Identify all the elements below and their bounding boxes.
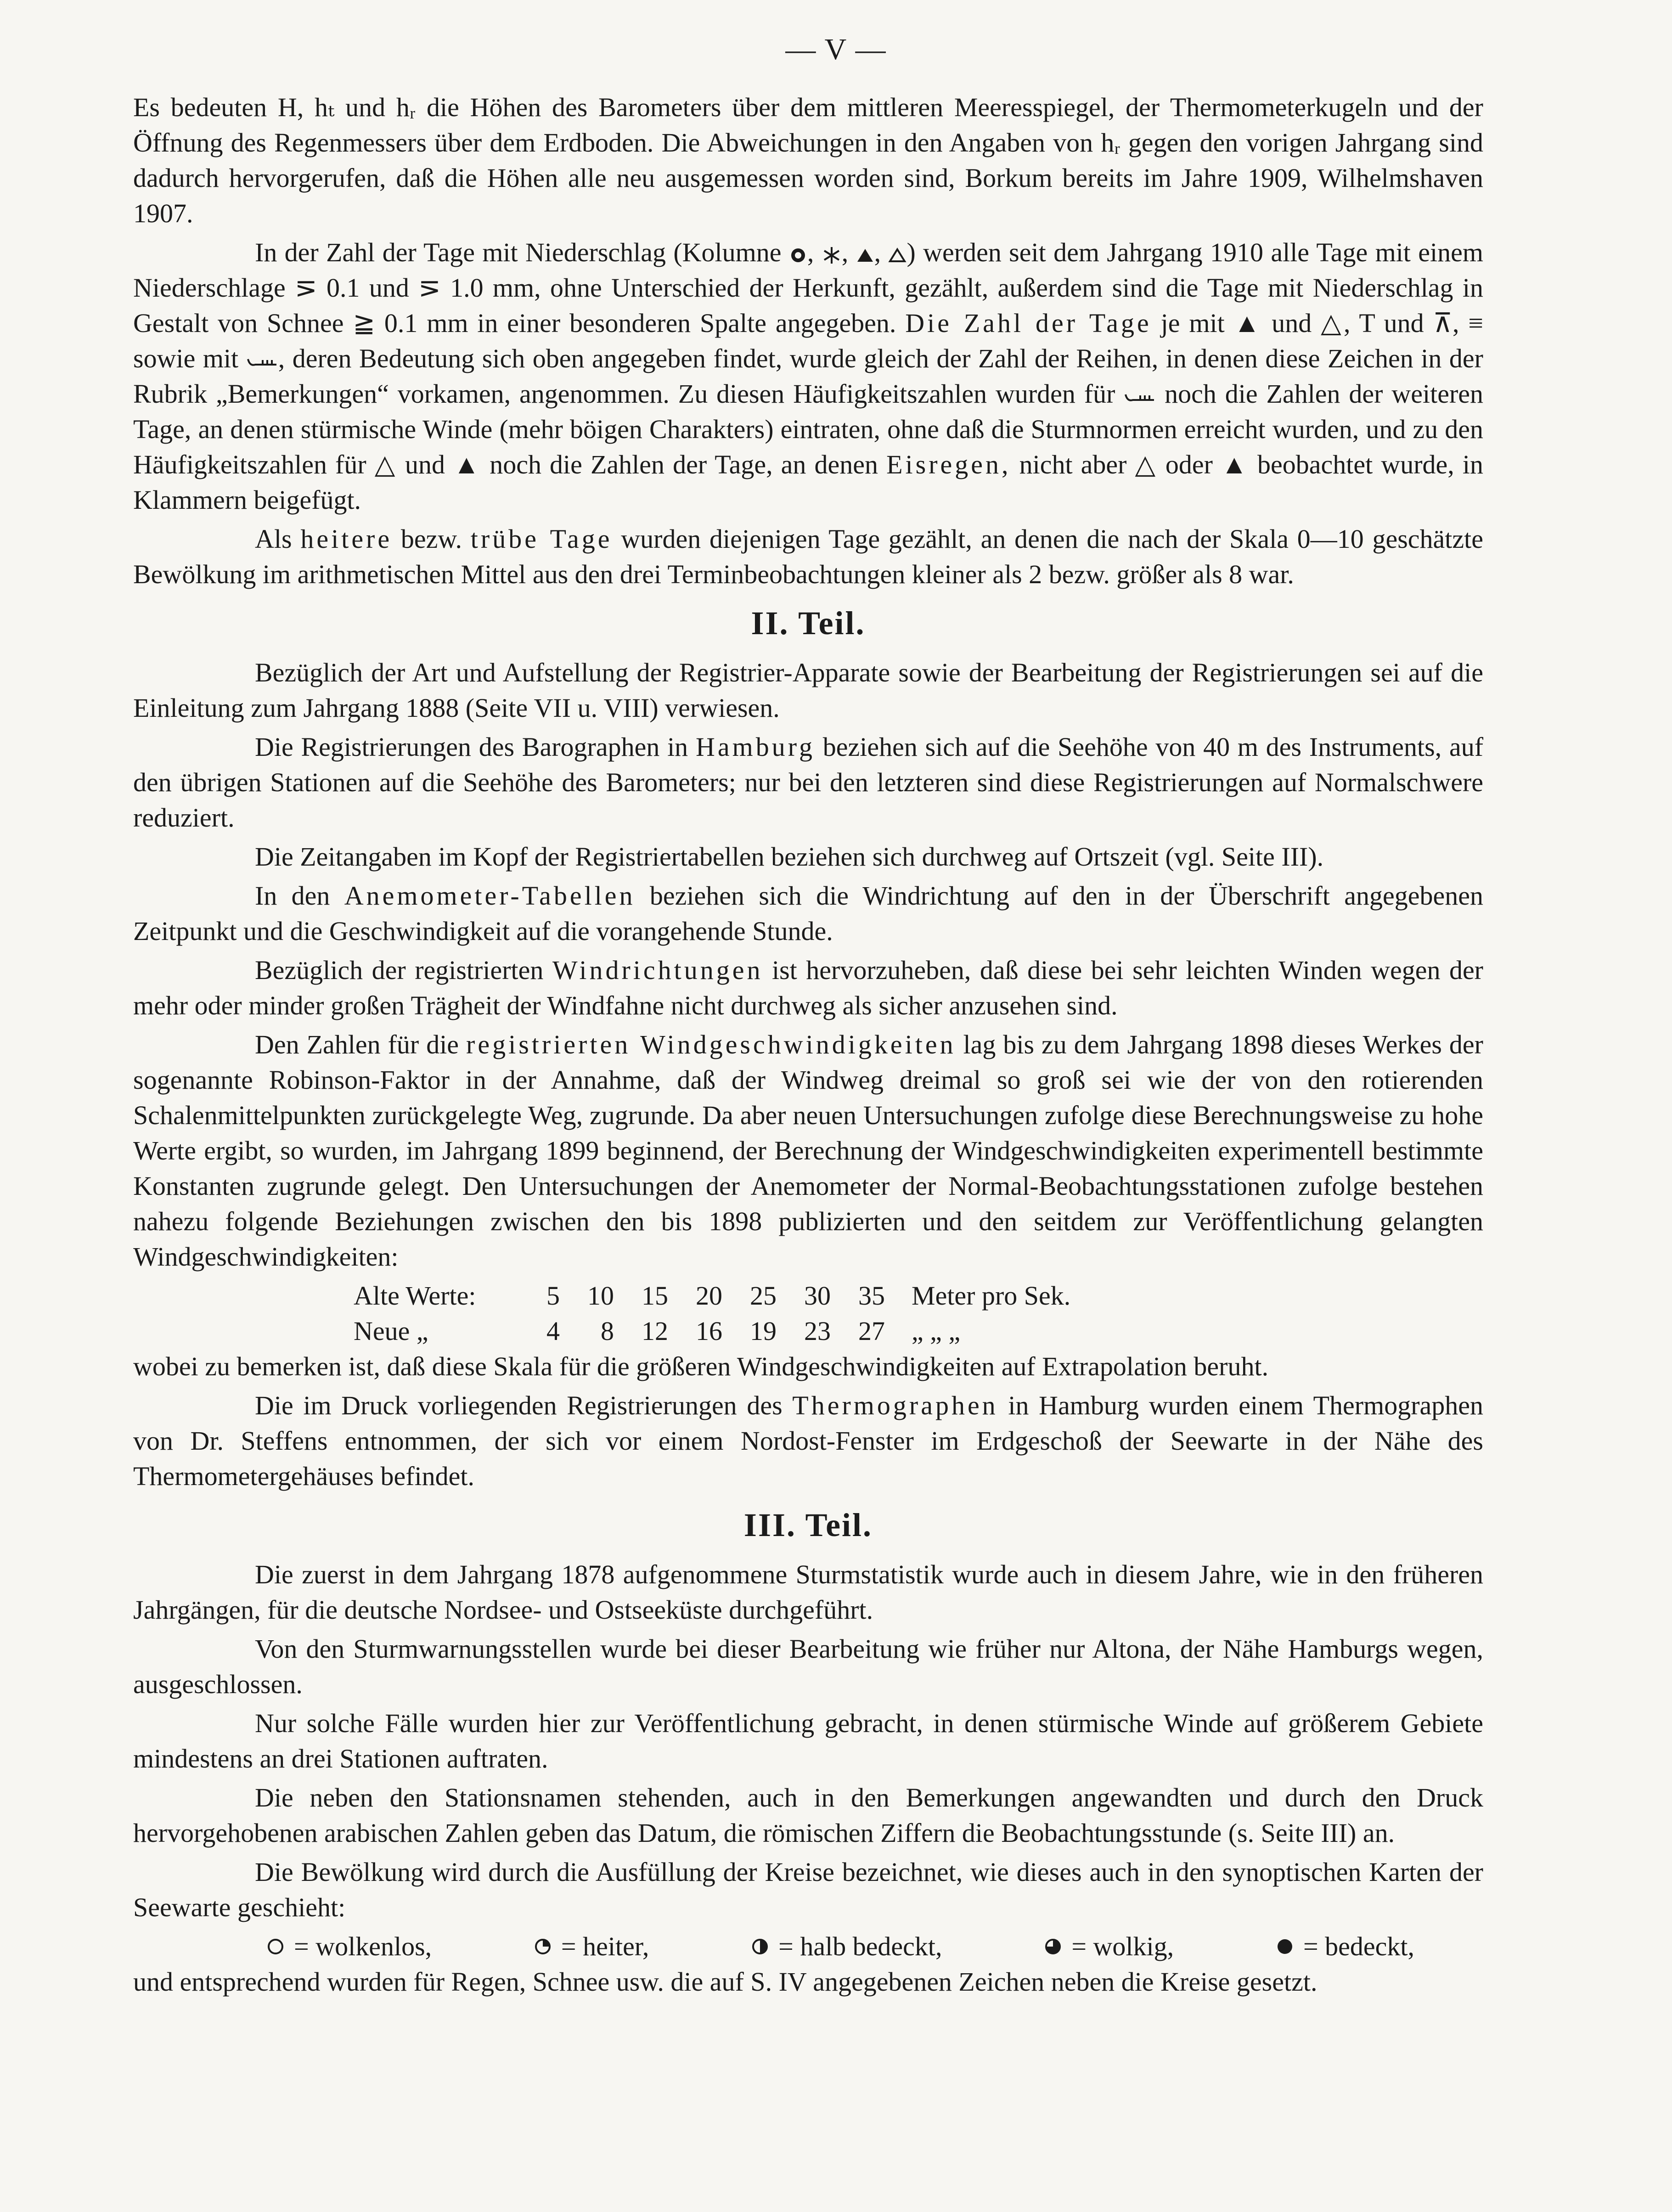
page-content <box>133 90 1483 2003</box>
table-cell: 8 <box>601 1316 614 1346</box>
part2-paragraph-3: Die Zeitangaben im Kopf der Registriertabellen beziehen sich durchweg auf Ortszeit (vgl. Seite III). <box>255 842 1324 872</box>
table-cell: 25 <box>750 1281 777 1311</box>
intro-p3-spaced-heitere: heitere <box>300 524 393 554</box>
part2-p2-spaced-hamburg: Hamburg <box>695 732 815 762</box>
table-cell: 5 <box>546 1281 560 1311</box>
legend-label: = bedeckt, <box>1303 1931 1414 1961</box>
part3-paragraph-6: und entsprechend wurden für Regen, Schnee usw. die auf S. IV angegebenen Zeichen neben die Kreise gesetzt. <box>133 1967 1317 1997</box>
intro-paragraph-1: Es bedeuten H, hₜ und hᵣ die Höhen des Barometers über dem mittleren Meeresspiegel, der Thermometerkugeln und der Öffnung des Regenmessers über dem Erdboden. Die Abweichungen in den Angaben von hᵣ gegen den vorigen Jahrgang sind dadurch hervorgerufen, daß die Höhen alle neu ausgemessen worden sind, Borkum bereits im Jahre 1909, Wilhelmshaven 1907. <box>133 92 1483 228</box>
part2-p8-text-a: Die im Druck vorliegenden Registrierungen des <box>255 1390 783 1420</box>
part3-paragraph-4: Die neben den Stationsnamen stehenden, auch in den Bemerkungen angewandten und durch den Druck hervorgehobenen arabischen Zahlen geben das Datum, die römischen Ziffern die Beobachtungsstunde (s. Seite III) an. <box>133 1783 1483 1848</box>
part2-p2-text-a: Die Registrierungen des Barographen in <box>255 732 688 762</box>
part2-paragraph-1: Bezüglich der Art und Aufstellung der Registrier-Apparate sowie der Bearbeitung der Registrierungen sei auf die Einleitung zum Jahrgang 1888 (Seite VII u. VIII) verwiesen. <box>133 658 1483 723</box>
part3-paragraph-3: Nur solche Fälle wurden hier zur Veröffentlichung gebracht, in denen stürmische Winde auf größerem Gebiete mindestens an drei Stationen auftraten. <box>133 1708 1483 1773</box>
legend-label: = wolkig, <box>1071 1931 1174 1961</box>
intro-p2-text-h: nicht aber △ oder ▲ beobachtet wurde, in Klammern beigefügt. <box>133 450 1483 515</box>
precip-circle-icon <box>789 246 807 265</box>
storm-wind-icon-2 <box>1124 390 1156 404</box>
legend-item <box>266 1929 432 1964</box>
table-row-label: Neue „ <box>354 1316 428 1346</box>
legend-item <box>1044 1929 1174 1964</box>
storm-wind-icon <box>246 355 278 368</box>
part2-p5-spaced-windrichtungen: Windrichtungen <box>552 955 763 985</box>
snow-star-icon <box>822 245 842 265</box>
table-cell: 35 <box>858 1281 885 1311</box>
intro-p2-spaced-eisregen: Eisregen, <box>886 450 1011 479</box>
cloud-quarter-icon <box>534 1937 552 1956</box>
part2-p5-text-c: ist hervorzuheben, daß diese bei sehr leichten Winden wegen der mehr oder minder großen Trägheit der Windfahne nicht durchweg als sicher anzusehen sind. <box>133 955 1483 1020</box>
table-cell: 4 <box>546 1316 560 1346</box>
part3-paragraph-1: Die zuerst in dem Jahrgang 1878 aufgenommene Sturmstatistik wurde auch in diesem Jahre, wie in den früheren Jahrgängen, für die deutsche Nordsee- und Ostseeküste durchgeführt. <box>133 1559 1483 1625</box>
intro-p2-text-e: , deren Bedeutung sich oben angegeben findet, wurde gleich der Zahl der Reihen, in denen diese Zeichen in der Rubrik „Bemerkungen“ vorkamen, angenommen. Zu diesen Häufigkeitszahlen wurden für <box>133 343 1483 409</box>
table-cell: 12 <box>642 1316 668 1346</box>
table-cell: 15 <box>642 1281 668 1311</box>
legend-item <box>534 1929 649 1964</box>
intro-p2-text-d: je mit ▲ und △, T und ⊼, ≡ sowie mit <box>133 308 1484 373</box>
part2-paragraph-8 <box>133 1388 1483 1494</box>
table-cell: 19 <box>750 1316 777 1346</box>
hail-filled-triangle-icon <box>856 247 874 264</box>
part2-p6-spaced-windgeschwindigkeiten: registrierten Windgeschwindigkeiten <box>466 1030 956 1059</box>
part2-p2-text-c: beziehen sich auf die Seehöhe von 40 m des Instruments, auf den übrigen Stationen auf die Seehöhe des Barometers; nur bei den letzteren sind diese Registrierungen auf Normalschwere reduziert. <box>133 732 1484 833</box>
intro-p3-text-c: bezw. <box>400 524 462 554</box>
part2-paragraph-4 <box>133 878 1483 949</box>
part2-p5-text-a: Bezüglich der registrierten <box>255 955 544 985</box>
table-row <box>354 1313 1084 1349</box>
intro-p2-spaced-term: Die Zahl der Tage <box>905 308 1152 338</box>
part3-heading: III. Teil. <box>743 1507 873 1543</box>
wind-conversion-table <box>354 1278 1084 1349</box>
legend-label: = heiter, <box>561 1931 649 1961</box>
part2-p4-text-c: beziehen sich die Windrichtung auf den in der Überschrift angegebenen Zeitpunkt und die Geschwindigkeit auf die vorangehende Stunde. <box>133 881 1484 946</box>
intro-p2-text-b: ) werden seit dem Jahrgang 1910 alle Tage mit einem Niederschlage ⋝ 0.1 und ⋝ 1.0 mm, ohne Unterschied der Herkunft, gezählt, außerdem sind die Tage mit Niederschlag in Gestalt von Schnee ≧ 0.1 mm in einer besonderen Spalte angegeben. <box>133 237 1483 338</box>
page-number: — V — <box>785 33 887 66</box>
table-row-label: Alte Werte: <box>354 1281 476 1311</box>
part2-paragraph-5 <box>133 952 1483 1023</box>
table-cell: 30 <box>804 1281 831 1311</box>
part2-p6-text-c: lag bis zu dem Jahrgang 1898 dieses Werkes der sogenannte Robinson-Faktor in der Annahme, daß der Windweg dreimal so groß sei wie der von den rotierenden Schalenmittelpunkten zurückgelegte Weg, zugrunde. Da aber neuen Untersuchungen zufolge diese Berechnungsweise zu hohe Werte ergibt, so wurden, im Jahrgang 1899 beginnend, der Berechnung der Windgeschwindigkeiten experimentell bestimmte Konstanten zugrunde gelegt. Den Untersuchungen der Anemometer der Normal-Beobachtungsstationen zufolge bestehen nahezu folgende Beziehungen zwischen den bis 1898 publizierten und den seitdem zur Veröffentlichung gelangten Windgeschwindigkeiten: <box>133 1030 1483 1272</box>
table-cell: 10 <box>587 1281 614 1311</box>
intro-p2-text-a: In der Zahl der Tage mit Niederschlag (Kolumne <box>255 237 782 267</box>
intro-p2-text-f: noch die Zahlen der weiteren Tage, an denen stürmische Winde (mehr böigen Charakters) eintraten, ohne daß die Sturmnormen erreicht wurden, und zu den Häufigkeitszahlen für △ und ▲ noch die Zahlen der Tage, an denen <box>133 379 1484 479</box>
part2-p8-spaced-thermographen: Thermographen <box>792 1390 998 1420</box>
table-unit: Meter pro Sek. <box>912 1281 1071 1311</box>
part2-p8-text-c: in Hamburg wurden einem Thermographen von Dr. Steffens entnommen, der sich vor einem Nordost-Fenster im Erdgeschoß der Seewarte in der Nähe des Thermometergehäuses befindet. <box>133 1390 1484 1491</box>
cloud-empty-icon <box>266 1937 285 1956</box>
table-cell: 27 <box>858 1316 885 1346</box>
part2-p6-text-a: Den Zahlen für die <box>255 1030 459 1059</box>
part2-p4-text-a: In den <box>255 881 330 911</box>
table-cell: 16 <box>696 1316 722 1346</box>
legend-label: = wolkenlos, <box>294 1931 432 1961</box>
intro-p3-text-a: Als <box>255 524 292 554</box>
cloud-cover-legend <box>133 1929 1414 1964</box>
table-cell: 23 <box>804 1316 831 1346</box>
graupel-open-triangle-icon <box>888 247 906 264</box>
part2-paragraph-2 <box>133 729 1483 835</box>
part2-heading: II. Teil. <box>751 605 866 642</box>
intro-p3-spaced-truebe: trübe Tage <box>470 524 613 554</box>
part2-p4-spaced-anemometer: Anemometer-Tabellen <box>344 881 636 911</box>
intro-p3-text-e: wurden diejenigen Tage gezählt, an denen die nach der Skala 0—10 geschätzte Bewölkung im arithmetischen Mittel aus den drei Terminbeobachtungen kleiner als 2 bezw. größer als 8 war. <box>133 524 1484 589</box>
cloud-threequarter-icon <box>1044 1937 1062 1956</box>
table-unit: „ „ „ <box>912 1316 961 1346</box>
table-row <box>354 1278 1084 1313</box>
part3-paragraph-2: Von den Sturmwarnungsstellen wurde bei dieser Bearbeitung wie früher nur Altona, der Nähe Hamburgs wegen, ausgeschlossen. <box>133 1634 1483 1699</box>
legend-item <box>1276 1929 1414 1964</box>
part2-paragraph-6 <box>133 1027 1483 1274</box>
legend-item <box>751 1929 942 1964</box>
part2-paragraph-7: wobei zu bemerken ist, daß diese Skala für die größeren Windgeschwindigkeiten auf Extrapolation beruht. <box>133 1351 1269 1381</box>
intro-paragraph-2: In der Zahl der Tage mit Niederschlag (Kolumne , , , ) werden seit dem Jahrgang 1910 alle Tage mit einem Niederschlage ⋝ 0.1 und ⋝ 1.0 mm, ohne Unterschied der Herkunft, gezählt, außerdem sind die Tage mit Niederschlag in Gestalt von Schnee ≧ 0.1 mm in einer besonderen Spalte angegeben. Die Zahl der Tage je mit ▲ und △, T und ⊼, ≡ sowie mit , deren Bedeutung sich oben angegeben findet, wurde gleich der Zahl der Reihen, in denen diese Zeichen in der Rubrik „Bemerkungen“ vorkamen, angenommen. Zu diesen Häufigkeitszahlen wurden für noch die Zahlen der weiteren Tage, an denen stürmische Winde (mehr böigen Charakters) eintraten, ohne daß die Sturmnormen erreicht wurden, und zu den Häufigkeitszahlen für △ und ▲ noch die Zahlen der Tage, an denen Eisregen, nicht aber △ oder ▲ beobachtet wurde, in Klammern beigefügt. <box>133 237 1484 515</box>
legend-label: = halb bedeckt, <box>778 1931 942 1961</box>
cloud-half-icon <box>751 1937 769 1956</box>
cloud-full-icon <box>1276 1937 1294 1956</box>
intro-paragraph-3 <box>133 521 1483 592</box>
part3-paragraph-5: Die Bewölkung wird durch die Ausfüllung der Kreise bezeichnet, wie dieses auch in den synoptischen Karten der Seewarte geschieht: <box>133 1857 1483 1922</box>
table-cell: 20 <box>696 1281 722 1311</box>
